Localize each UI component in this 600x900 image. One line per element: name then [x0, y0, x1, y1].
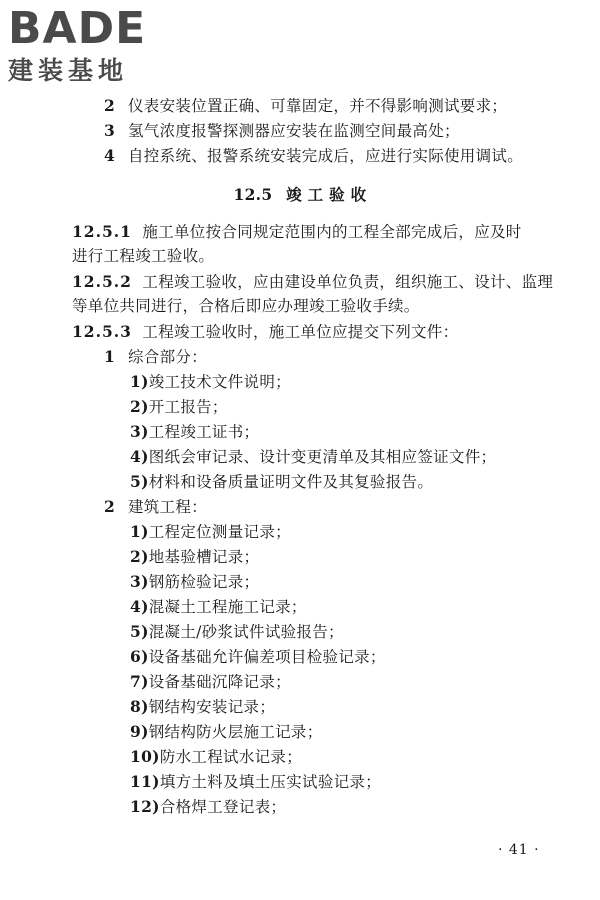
group-number: 1	[104, 347, 116, 366]
section-number: 12.5	[233, 185, 273, 204]
clause-line	[72, 322, 458, 342]
list-item	[104, 146, 523, 166]
bade-logo	[8, 3, 178, 86]
item-text: 自控系统、报警系统安装完成后，应进行实际使用调试。	[128, 147, 524, 165]
group-heading	[104, 347, 207, 367]
section-title: 竣 工 验 收	[286, 185, 367, 204]
list-item: 1)竣工技术文件说明；	[130, 372, 291, 391]
logo-subtitle: 建装基地	[8, 56, 129, 85]
list-item: 10)防水工程试水记录；	[130, 747, 303, 766]
clause-line	[72, 296, 420, 316]
list-item: 11)填方土料及填土压实试验记录；	[130, 772, 382, 791]
list-item: 4)图纸会审记录、设计变更清单及其相应签证文件；	[130, 447, 497, 466]
clause-line	[72, 246, 214, 266]
clause-line	[72, 272, 553, 292]
clause-line	[72, 222, 522, 242]
list-item: 5)材料和设备质量证明文件及其复验报告。	[130, 472, 434, 491]
list-item: 2)地基验槽记录；	[130, 547, 260, 566]
item-number: 4	[104, 146, 116, 165]
list-item: 7)设备基础沉降记录；	[130, 672, 291, 691]
clause-text: 进行工程竣工验收。	[72, 247, 215, 265]
clause-text: 工程竣工验收，应由建设单位负责，组织施工、设计、监理	[142, 273, 554, 291]
clause-number: 12.5.3	[72, 322, 132, 341]
list-item	[104, 121, 460, 141]
item-text: 氢气浓度报警探测器应安装在监测空间最高处；	[128, 122, 460, 140]
group-heading	[104, 497, 207, 517]
group-number: 2	[104, 497, 116, 516]
group-title: 综合部分：	[128, 348, 208, 366]
clause-number: 12.5.1	[72, 222, 132, 241]
section-heading	[0, 185, 600, 205]
list-item: 3)工程竣工证书；	[130, 422, 260, 441]
page-number: · 41 ·	[498, 842, 540, 858]
list-item: 8)钢结构安装记录；	[130, 697, 276, 716]
list-item: 3)钢筋检验记录；	[130, 572, 260, 591]
list-item: 5)混凝土/砂浆试件试验报告；	[130, 622, 344, 641]
clause-text: 工程竣工验收时，施工单位应提交下列文件：	[142, 323, 459, 341]
list-item: 2)开工报告；	[130, 397, 228, 416]
list-item	[104, 96, 507, 116]
list-item: 9)钢结构防火层施工记录；	[130, 722, 323, 741]
clause-text: 施工单位按合同规定范围内的工程全部完成后，应及时	[142, 223, 522, 241]
clause-number: 12.5.2	[72, 272, 132, 291]
item-number: 2	[104, 96, 116, 115]
list-item: 6)设备基础允许偏差项目检验记录；	[130, 647, 386, 666]
clause-text: 等单位共同进行，合格后即应办理竣工验收手续。	[72, 297, 420, 315]
logo-wordmark: BADE	[8, 3, 147, 54]
group-title: 建筑工程：	[128, 498, 208, 516]
list-item: 4)混凝土工程施工记录；	[130, 597, 307, 616]
item-text: 仪表安装位置正确、可靠固定，并不得影响测试要求；	[128, 97, 508, 115]
list-item: 12)合格焊工登记表；	[130, 797, 287, 816]
list-item: 1)工程定位测量记录；	[130, 522, 291, 541]
item-number: 3	[104, 121, 116, 140]
